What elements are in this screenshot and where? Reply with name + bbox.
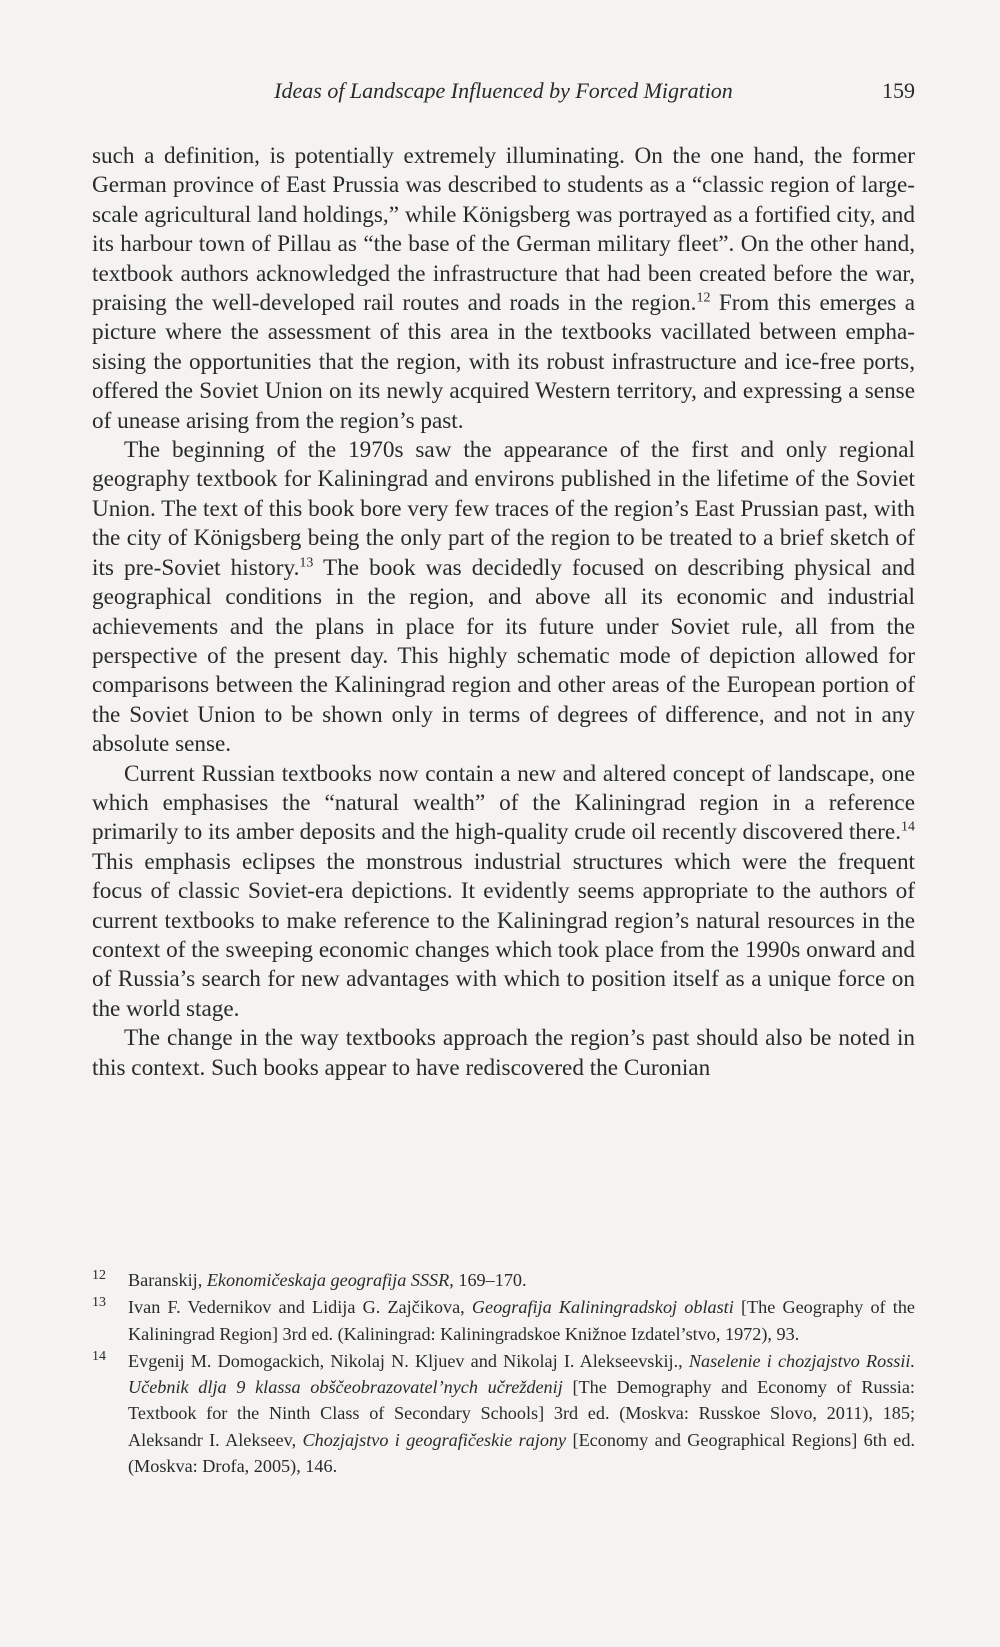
paragraph-2-text-b: The book was decidedly focused on describing physical and geographical conditions in the region, and above all its economic and industrial achievements and the plans in place for its future under Soviet rule, all from the perspective of the present day. This highly schematic mode of depiction allowed for comparisons between the Kaliningrad region and other areas of the European portion of the Soviet Union to be shown only in terms of degrees of difference, and not in any absolute sense. (92, 554, 915, 758)
footnote-title: Chozjajstvo i geografičeskie rajony (302, 1429, 567, 1450)
body-text (92, 142, 915, 1083)
footnote-12 (92, 1267, 915, 1293)
page-number: 159 (882, 78, 915, 103)
footnote-text: Ivan F. Vedernikov and Lidija G. Zajčikova, (128, 1297, 472, 1318)
paragraph-1-text-a: such a definition, is potentially extremely illuminating. On the one hand, the former German province of East Prussia was described to students as a “classic region of large-scale agricultural land holdings,” while Königsberg was portrayed as a fortified city, and its harbour town of Pillau as “the base of the German military fleet”. On the other hand, textbook authors acknowledged the infrastructure that had been created before the war, praising the well-developed rail routes and roads in the region. (92, 143, 915, 317)
paragraph-3-text-b: This emphasis eclipses the monstrous industrial structures which were the frequent focus of classic Soviet-era depictions. It evidently seems appropriate to the authors of current textbooks to make reference to the Kaliningrad region’s natural resources in the context of the sweeping economic changes which took place from the 1990s onward and of Russia’s search for new advantages with which to position itself as a unique force on the world stage. (92, 848, 915, 1022)
paragraph-1-text-b: From this emerges a picture where the assessment of this area in the textbooks vacillated between emphasising the opportunities that the region, with its robust infrastructure and ice-free ports, offered the Soviet Union on its newly acquired Western territory, and expressing a sense of unease arising from the region’s past. (92, 290, 915, 434)
footnote-ref-14: 14 (901, 819, 915, 835)
footnote-title: Ekonomičeskaja geografija SSSR (206, 1270, 450, 1290)
paragraph-3-text-a: Current Russian textbooks now contain a new and altered concept of landscape, one which emphasises the “natural wealth” of the Kaliningrad region in a reference primarily to its amber deposits and the high-quality crude oil recently discovered there. (92, 760, 915, 846)
footnote-text: Baranskij, (128, 1270, 207, 1290)
running-head (92, 78, 915, 108)
footnote-number: 14 (92, 1348, 106, 1364)
footnotes (92, 1267, 915, 1480)
footnote-ref-13: 13 (299, 554, 314, 570)
paragraph-3 (92, 760, 915, 1025)
paragraph-2-text-a: The beginning of the 1970s saw the appearance of the first and only regional geography textbook for Kaliningrad and environs published in the lifetime of the Soviet Union. The text of this book bore very few traces of the region’s East Prussian past, with the city of Königsberg being the only part of the region to be treated to a brief sketch of its pre-Soviet history. (92, 437, 915, 581)
footnote-text: , 169–170. (449, 1270, 527, 1290)
paragraph-1 (92, 142, 915, 436)
footnote-number: 13 (92, 1295, 106, 1311)
paragraph-4: The change in the way textbooks approach the region’s past should also be noted in this context. Such books appear to have rediscovered the Curonian (92, 1025, 915, 1081)
footnote-13 (92, 1294, 915, 1347)
footnote-number: 12 (92, 1268, 106, 1283)
footnote-title: Geografija Kaliningradskoj oblasti (471, 1297, 734, 1318)
footnote-text: [The Demography and Economy of Russia: Textbook for the Ninth Class of Secondary Schools] 3rd ed. (Moskva: Russkoe Slovo, 2011), 185; Aleksandr I. Alekseev, (128, 1377, 915, 1450)
paragraph-2 (92, 436, 915, 759)
footnote-text: Evgenij M. Domogackich, Nikolaj N. Kljuev and Nikolaj I. Alekseevskij., (128, 1350, 689, 1371)
footnote-text: [Economy and Geographical Regions] 6th ed. (Moskva: Drofa, 2005), 146. (128, 1429, 916, 1477)
footnote-text: [The Geography of the Kaliningrad Region] 3rd ed. (Kaliningrad: Kaliningradskoe Knižnoe Izdatel’stvo, 1972), 93. (128, 1297, 915, 1344)
footnote-ref-12: 12 (696, 290, 711, 306)
footnote-14 (92, 1348, 915, 1479)
running-title: Ideas of Landscape Influenced by Forced Migration (274, 78, 733, 103)
footnote-title: Naselenie i chozjajstvo Rossii. Učebnik dlja 9 klassa obščeobrazovatel’nych učreždenij (128, 1350, 916, 1398)
